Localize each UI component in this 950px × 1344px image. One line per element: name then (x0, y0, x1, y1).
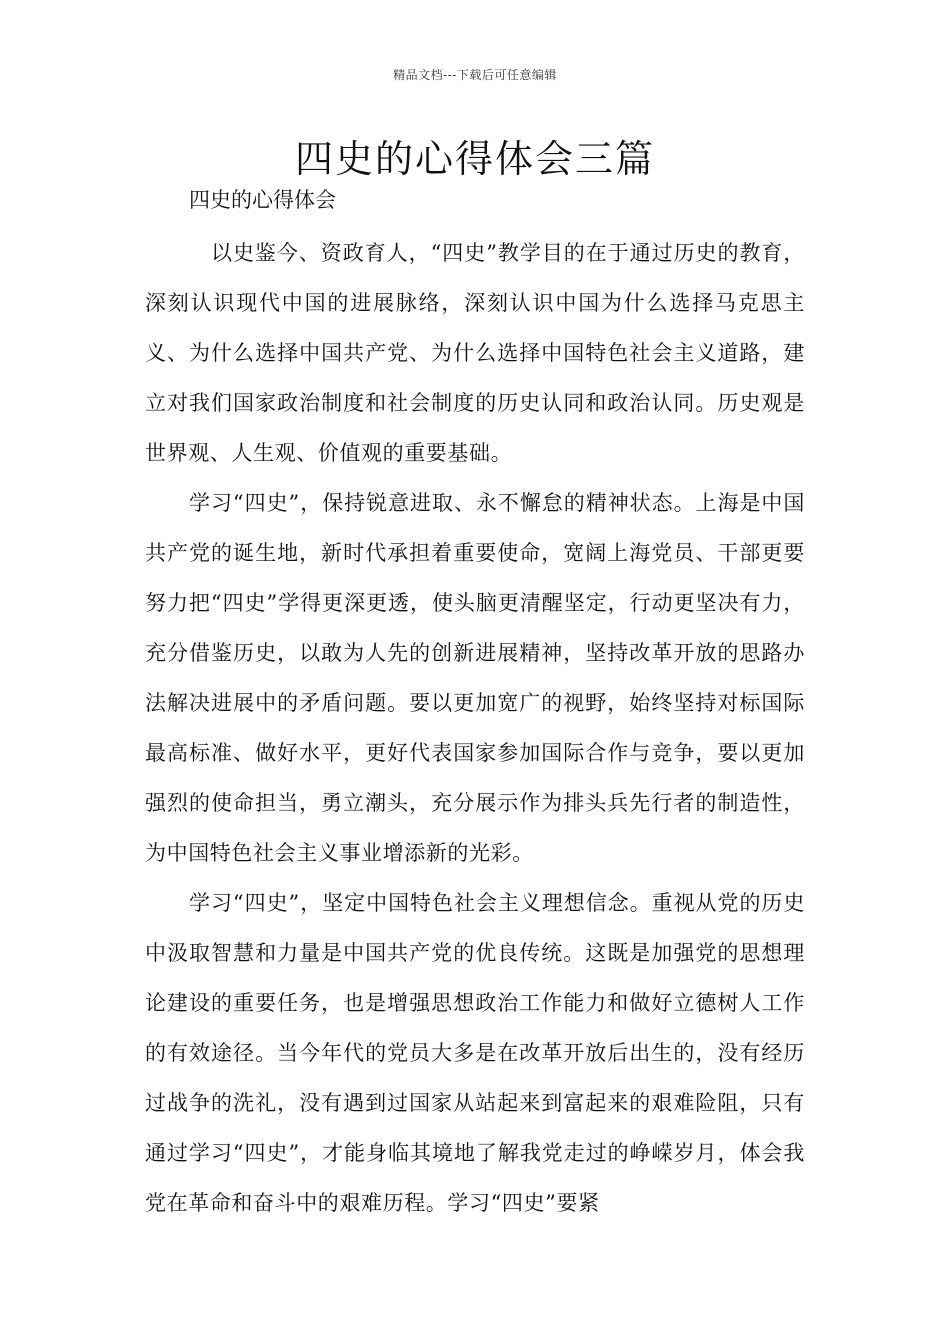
paragraph-1: 以史鉴今、资政育人，“四史”教学目的在于通过历史的教育，深刻认识现代中国的进展脉络，深刻认识中国为什么选择马克思主义、为什么选择中国共产党、为什么选择中国特色社会主义道路，建立对我们国家政治制度和社会制度的历史认同和政治认同。历史观是世界观、人生观、价值观的重要基础。 (145, 241, 805, 465)
document-body (145, 180, 805, 1228)
header-note: 精品文档---下载后可任意编辑 (393, 68, 557, 82)
paragraph-2: 学习“四史”，保持锐意进取、永不懈怠的精神状态。上海是中国共产党的诞生地，新时代承担着重要使命，宽阔上海党员、干部更要努力把“四史”学得更深更透，使头脑更清醒坚定，行动更坚决有力，充分借鉴历史，以敢为人先的创新进展精神，坚持改革开放的思路办法解决进展中的矛盾问题。要以更加宽广的视野，始终坚持对标国际最高标准、做好水平，更好代表国家参加国际合作与竞争，要以更加强烈的使命担当，勇立潮头，充分展示作为排头兵先行者的制造性，为中国特色社会主义事业增添新的光彩。 (145, 491, 805, 865)
section-subheading: 四史的心得体会 (189, 188, 336, 212)
paragraph-3: 学习“四史”，坚定中国特色社会主义理想信念。重视从党的历史中汲取智慧和力量是中国共产党的优良传统。这既是加强党的思想理论建设的重要任务，也是增强思想政治工作能力和做好立德树人工作的有效途径。当今年代的党员大多是在改革开放后出生的，没有经历过战争的洗礼，没有遇到过国家从站起来到富起来的艰难险阻，只有通过学习“四史”，才能身临其境地了解我党走过的峥嵘岁月，体会我党在革命和奋斗中的艰难历程。学习“四史”要紧 (145, 891, 805, 1215)
document-title: 四史的心得体会三篇 (294, 137, 655, 181)
